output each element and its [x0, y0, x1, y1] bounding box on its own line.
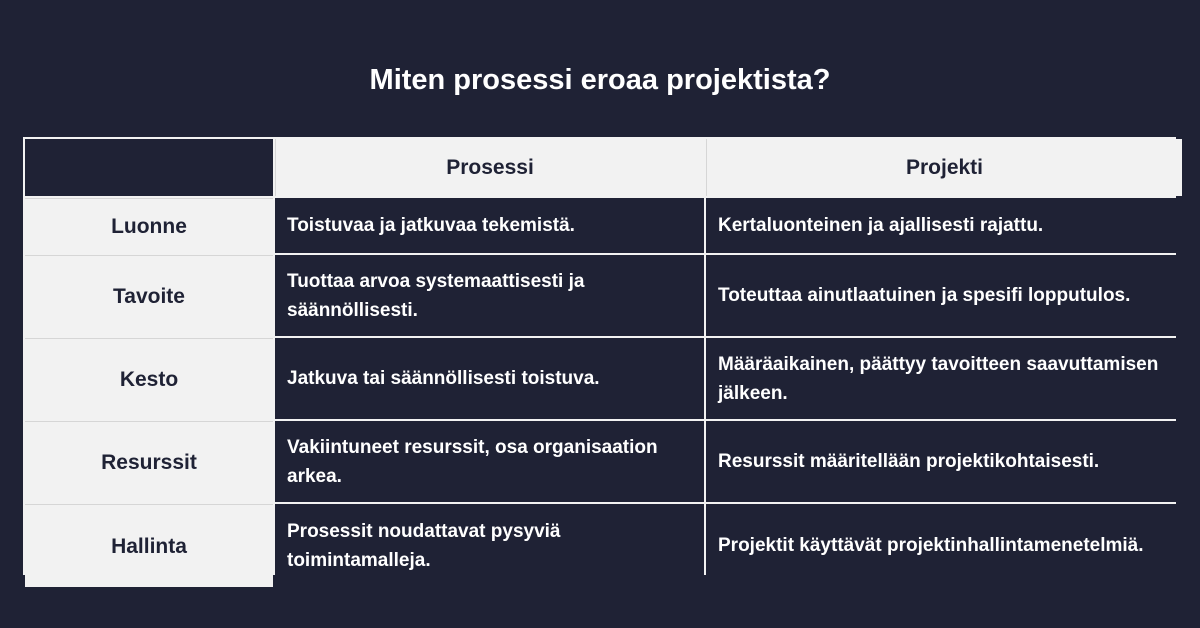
table-cell-hallinta-projekti: Projektit käyttävät projektinhallintamenetelmiä. — [706, 504, 1182, 587]
table-cell-resurssit-projekti: Resurssit määritellään projektikohtaisesti. — [706, 421, 1182, 502]
table-cell-kesto-prosessi: Jatkuva tai säännöllisesti toistuva. — [275, 338, 704, 419]
table-cell-luonne-projekti: Kertaluonteinen ja ajallisesti rajattu. — [706, 198, 1182, 253]
row-label-kesto: Kesto — [25, 338, 273, 419]
row-label-hallinta: Hallinta — [25, 504, 273, 587]
table-cell-luonne-prosessi: Toistuvaa ja jatkuvaa tekemistä. — [275, 198, 704, 253]
table-cell-kesto-projekti: Määräaikainen, päättyy tavoitteen saavuttamisen jälkeen. — [706, 338, 1182, 419]
table-cell-hallinta-prosessi: Prosessit noudattavat pysyviä toimintamalleja. — [275, 504, 704, 587]
row-label-luonne: Luonne — [25, 198, 273, 253]
table-cell-resurssit-prosessi: Vakiintuneet resurssit, osa organisaation arkea. — [275, 421, 704, 502]
row-label-tavoite: Tavoite — [25, 255, 273, 336]
table-cell-tavoite-prosessi: Tuottaa arvoa systemaattisesti ja säännöllisesti. — [275, 255, 704, 336]
column-header-projekti: Projekti — [706, 139, 1182, 196]
column-header-prosessi: Prosessi — [275, 139, 704, 196]
table-cell-tavoite-projekti: Toteuttaa ainutlaatuinen ja spesifi lopputulos. — [706, 255, 1182, 336]
table-corner-cell — [25, 139, 273, 196]
comparison-table — [23, 137, 1176, 575]
page-title: Miten prosessi eroaa projektista? — [369, 64, 831, 96]
row-label-resurssit: Resurssit — [25, 421, 273, 502]
